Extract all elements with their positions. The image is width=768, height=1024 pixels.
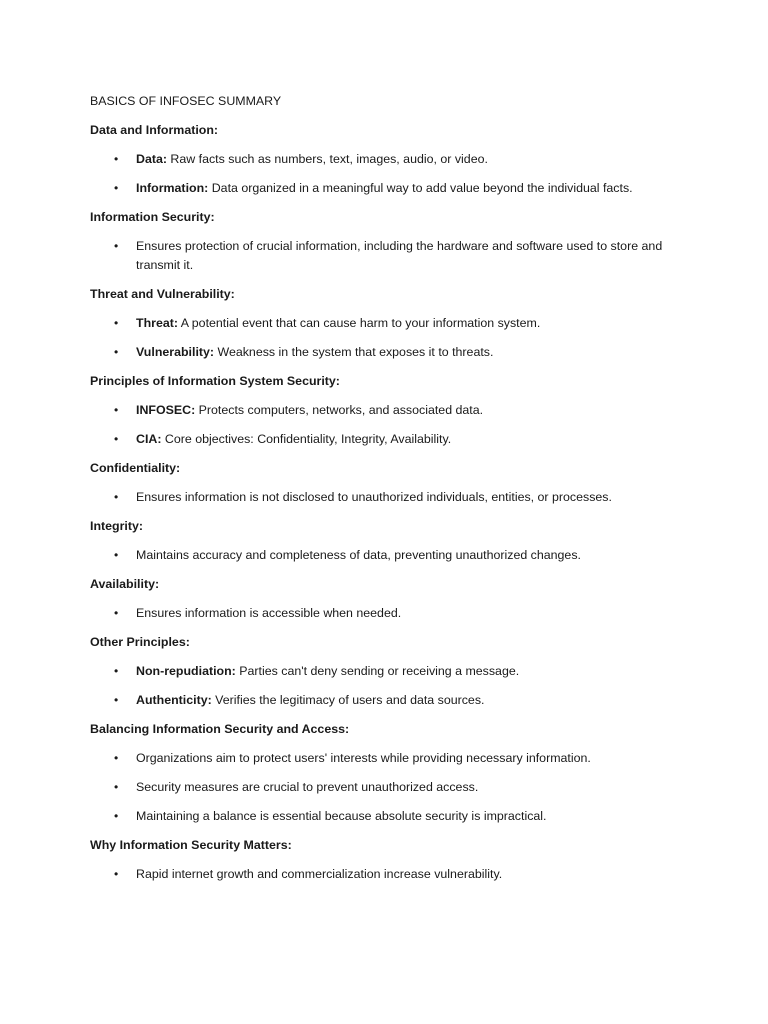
list-item-text: Rapid internet growth and commercialization increase vulnerability.: [136, 867, 503, 881]
bullet-icon: •: [114, 867, 119, 881]
list-item-text: Parties can't deny sending or receiving a message.: [235, 664, 520, 678]
section: [90, 720, 690, 827]
section: [90, 285, 690, 363]
sections-container: [90, 121, 690, 885]
document-title: BASICS OF INFOSEC SUMMARY: [90, 94, 282, 108]
list-item: [90, 488, 690, 508]
list-item: [90, 691, 690, 711]
section: [90, 836, 690, 885]
section-heading: Integrity:: [90, 519, 144, 533]
list-item-text: Maintaining a balance is essential because absolute security is impractical.: [136, 809, 547, 823]
bullet-list: [90, 662, 690, 711]
bullet-list: [90, 865, 690, 885]
bullet-icon: •: [114, 403, 119, 417]
section-heading: Data and Information:: [90, 122, 219, 137]
section-heading: Threat and Vulnerability:: [90, 287, 235, 301]
bullet-icon: •: [114, 238, 119, 253]
list-item: [90, 237, 690, 276]
bullet-list: [90, 237, 690, 276]
list-item: [90, 401, 690, 421]
list-item: [90, 865, 690, 885]
bullet-icon: •: [114, 316, 119, 330]
section-heading: Confidentiality:: [90, 461, 181, 475]
section-heading: Balancing Information Security and Access:: [90, 722, 350, 736]
list-item-text: Data organized in a meaningful way to add value beyond the individual facts.: [208, 180, 633, 195]
section: [90, 459, 690, 508]
list-item: [90, 662, 690, 682]
bullet-icon: •: [114, 606, 119, 620]
bullet-icon: •: [114, 751, 119, 765]
bullet-icon: •: [114, 548, 119, 562]
list-item-text: Protects computers, networks, and associated data.: [195, 403, 484, 417]
list-item-term: Non-repudiation:: [136, 664, 236, 678]
bullet-icon: •: [114, 693, 119, 707]
bullet-list: [90, 488, 690, 508]
list-item-text: Maintains accuracy and completeness of data, preventing unauthorized changes.: [136, 548, 581, 562]
list-item-term: Vulnerability:: [136, 345, 215, 359]
bullet-icon: •: [114, 151, 119, 166]
list-item-text: Organizations aim to protect users' interests while providing necessary information.: [136, 751, 591, 765]
list-item-term: Threat:: [136, 316, 178, 330]
bullet-list: [90, 546, 690, 566]
bullet-list: [90, 749, 690, 827]
section-heading: Availability:: [90, 577, 160, 591]
list-item: [90, 778, 690, 798]
list-item: [90, 604, 690, 624]
section: [90, 121, 690, 199]
list-item: [90, 343, 690, 363]
list-item: [90, 314, 690, 334]
section: [90, 575, 690, 624]
list-item-text: Ensures protection of crucial information, including the hardware and software used to store and transmit it.: [136, 238, 663, 272]
section-heading: Information Security:: [90, 209, 215, 224]
section: [90, 517, 690, 566]
list-item: [90, 179, 690, 199]
list-item-text: Ensures information is not disclosed to unauthorized individuals, entities, or processes.: [136, 490, 612, 504]
list-item-term: CIA:: [136, 432, 162, 446]
bullet-list: [90, 604, 690, 624]
bullet-icon: •: [114, 809, 119, 823]
list-item-text: Verifies the legitimacy of users and data sources.: [211, 693, 485, 707]
list-item-text: Security measures are crucial to prevent unauthorized access.: [136, 780, 479, 794]
list-item-term: Information:: [136, 180, 209, 195]
section-heading: Principles of Information System Security:: [90, 374, 340, 388]
list-item-term: Data:: [136, 151, 167, 166]
bullet-list: [90, 314, 690, 363]
list-item: [90, 546, 690, 566]
list-item-text: Ensures information is accessible when needed.: [136, 606, 402, 620]
bullet-list: [90, 150, 690, 199]
section-heading: Why Information Security Matters:: [90, 838, 292, 852]
section-heading: Other Principles:: [90, 635, 190, 649]
list-item-text: Weakness in the system that exposes it to threats.: [214, 345, 494, 359]
list-item: [90, 150, 690, 170]
list-item-text: Raw facts such as numbers, text, images, audio, or video.: [166, 151, 488, 166]
bullet-icon: •: [114, 432, 119, 446]
list-item-term: Authenticity:: [136, 693, 212, 707]
bullet-icon: •: [114, 780, 119, 794]
list-item-term: INFOSEC:: [136, 403, 196, 417]
list-item: [90, 430, 690, 450]
bullet-icon: •: [114, 345, 119, 359]
list-item: [90, 749, 690, 769]
bullet-icon: •: [114, 180, 119, 195]
list-item-text: Core objectives: Confidentiality, Integrity, Availability.: [161, 432, 452, 446]
document-body: [90, 92, 690, 894]
list-item-text: A potential event that can cause harm to your information system.: [178, 316, 541, 330]
list-item: [90, 807, 690, 827]
section: [90, 372, 690, 450]
section: [90, 208, 690, 276]
bullet-icon: •: [114, 490, 119, 504]
bullet-list: [90, 401, 690, 450]
bullet-icon: •: [114, 664, 119, 678]
section: [90, 633, 690, 711]
